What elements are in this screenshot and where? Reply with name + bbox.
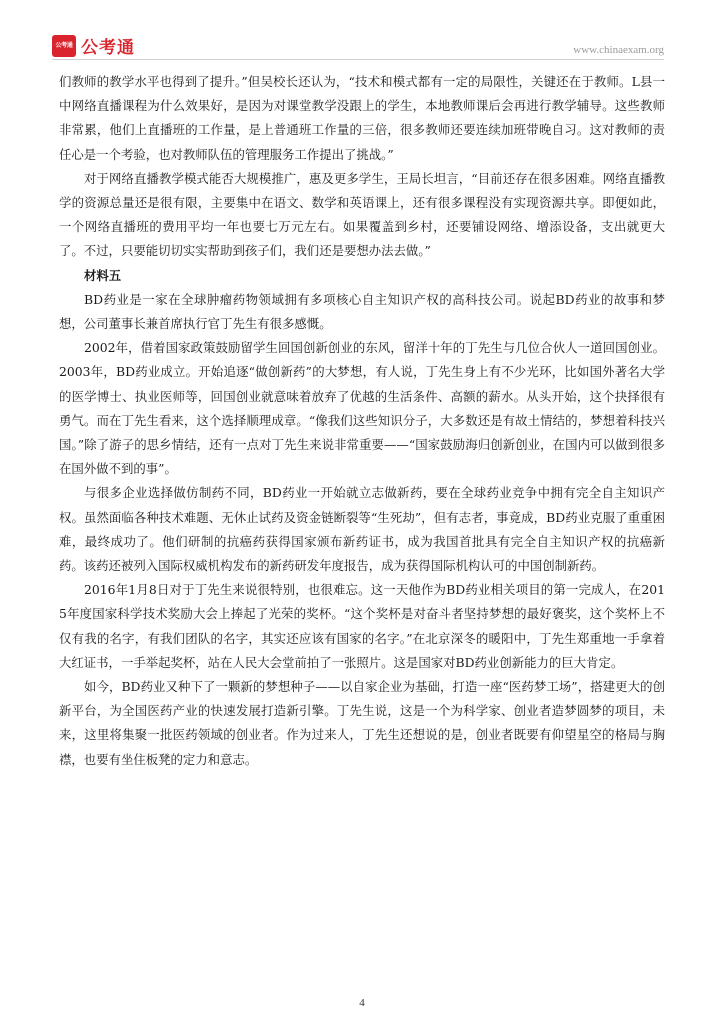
site-url-link[interactable]: www.chinaexam.org (573, 44, 664, 56)
paragraph-live-teaching: 对于网络直播教学模式能否大规模推广，惠及更多学生，王局长坦言，“目前还存在很多困难。网络直播教学的资源总量还是很有限，主要集中在语文、数学和英语课上，还有很多课程没有实现资源共享。即便如此，一个网络直播班的费用平均一年也要七万元左右。如果覆盖到乡村，还要铺设网络、增添设备，支出就更大了。不过，只要能切切实实帮助到孩子们，我们还是要想办法去做。” (59, 170, 665, 259)
site-logo[interactable] (52, 33, 135, 58)
paragraph-bd-intro: BD药业是一家在全球肿瘤药物领域拥有多项核心自主知识产权的高科技公司。说起BD药业的故事和梦想，公司董事长兼首席执行官丁先生有很多感慨。 (59, 291, 665, 332)
page-header (52, 30, 664, 60)
paragraph-continuation: 们教师的教学水平也得到了提升。”但吴校长还认为，“技术和模式都有一定的局限性，关键还在于教师。L县一中网络直播课程为什么效果好，是因为对课堂教学没跟上的学生，本地教师课后会再进行教学辅导。这些教师非常累，他们上直播班的工作量，是上普通班工作量的三倍，很多教师还要连续加班带晚自习。这对教师的责任心是一个考验，也对教师队伍的管理服务工作提出了挑战。” (59, 74, 665, 162)
logo-text: 公考通 (81, 38, 135, 58)
paragraph-bd-new-drug: 与很多企业选择做仿制药不同，BD药业一开始就立志做新药，要在全球药业竞争中拥有完全自主知识产权。虽然面临各种技术难题、无休止试药及资金链断裂等“生死劫”，但有志者，事竟成，BD药业克服了重重困难，最终成功了。他们研制的抗癌药获得国家颁布新药证书，成为我国首批具有完全自主知识产权的抗癌新药。该药还被列入国际权威机构发布的新药研发年度报告，成为获得国际机构认可的中国创制新药。 (59, 485, 665, 574)
logo-badge-icon: 公考通 (52, 35, 76, 57)
document-body (59, 70, 665, 772)
header-divider (52, 59, 664, 60)
page-number: 4 (359, 997, 365, 1009)
paragraph-bd-founding: 2002年，借着国家政策鼓励留学生回国创新创业的东风，留洋十年的丁先生与几位合伙人一道回国创业。2003年，BD药业成立。开始追逐“做创新药”的大梦想，有人说，丁先生身上有不少光环，比如国外著名大学的医学博士、执业医师等，回国创业就意味着放弃了优越的生活条件、高额的薪水。从头开始，这个抉择很有勇气。而在丁先生看来，这个选择顺理成章。“像我们这些知识分子，大多数还是有故土情结的，梦想着科技兴国。”除了游子的思乡情结，还有一点对丁先生来说非常重要——“国家鼓励海归创新创业，在国内可以做到很多在国外做不到的事”。 (59, 340, 665, 477)
paragraph-bd-future: 如今，BD药业又种下了一颗新的梦想种子——以自家企业为基础，打造一座“医药梦工场”，搭建更大的创新平台，为全国医药产业的快速发展打造新引擎。丁先生说，这是一个为科学家、创业者造梦圆梦的项目，未来，这里将集聚一批医药领域的创业者。作为过来人，丁先生还想说的是，创业者既要有仰望星空的格局与胸襟，也要有坐住板凳的定力和意志。 (59, 679, 665, 767)
section-heading-material-five: 材料五 (84, 267, 122, 283)
paragraph-bd-award: 2016年1月8日对于丁先生来说很特别，也很难忘。这一天他作为BD药业相关项目的第一完成人，在2015年度国家科学技术奖励大会上捧起了光荣的奖杯。“这个奖杯是对奋斗者坚持梦想的最好褒奖，这个奖杯上不仅有我的名字，有我们团队的名字，其实还应该有国家的名字。”在北京深冬的暖阳中，丁先生郑重地一手拿着大红证书，一手举起奖杯，站在人民大会堂前拍了一张照片。这是国家对BD药业创新能力的巨大肯定。 (59, 582, 665, 670)
